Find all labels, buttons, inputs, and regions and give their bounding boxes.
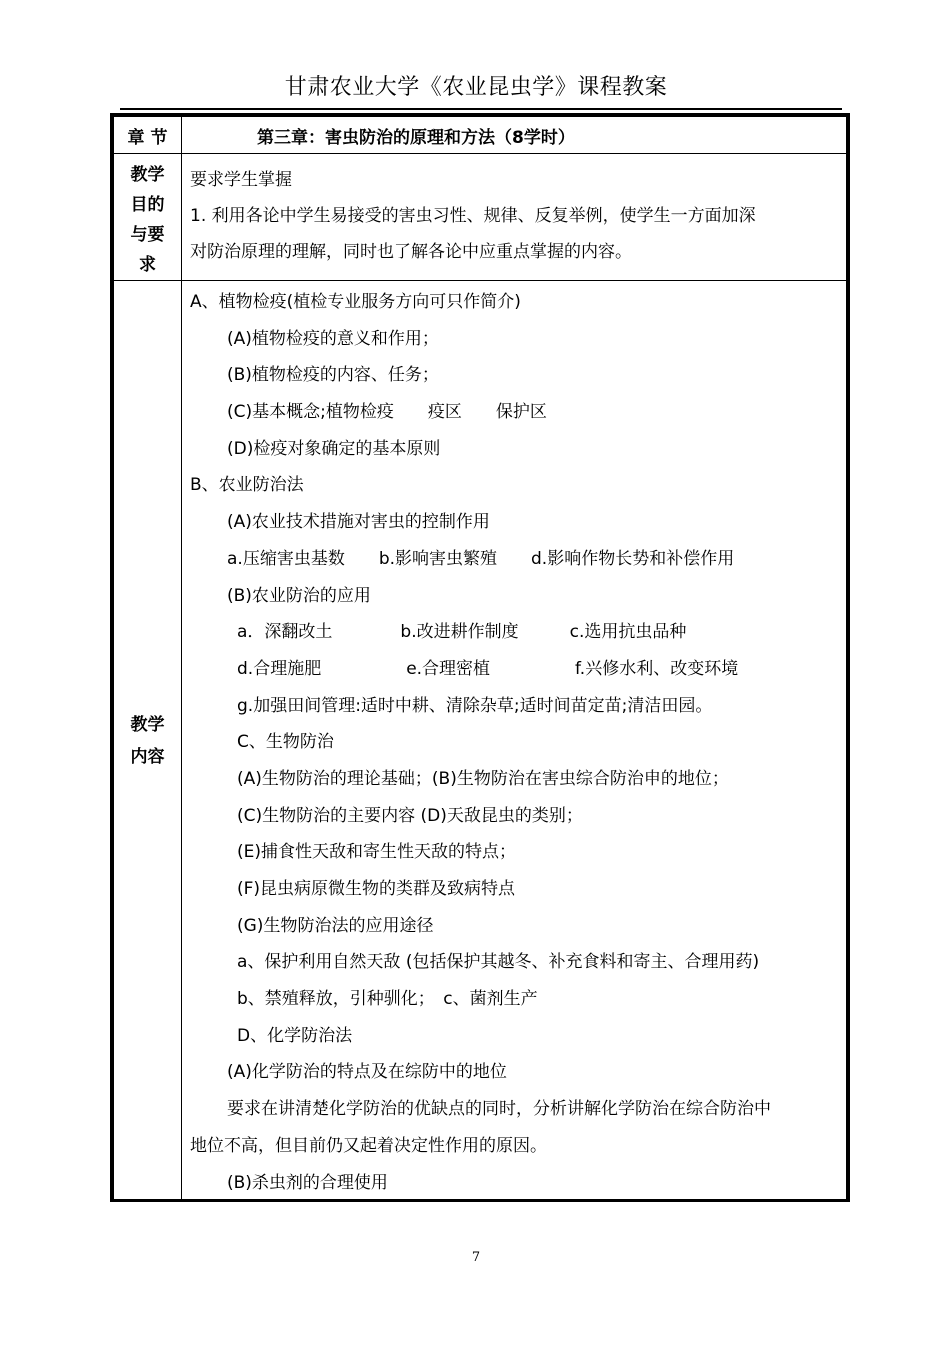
chapter-label: 章 节 (114, 117, 182, 154)
lesson-plan-table (110, 113, 850, 1202)
goal-label-line: 与要 (130, 225, 165, 245)
content-line: (B)杀虫剂的合理使用 (227, 1172, 388, 1193)
content-label (114, 281, 182, 1202)
chapter-row (114, 117, 847, 154)
content-line: (C)生物防治的主要内容 (D)天敌昆虫的类别； (237, 805, 583, 826)
content-label-line: 内容 (130, 747, 165, 768)
content-line: 地位不高，但目前仍又起着决定性作用的原因。 (190, 1135, 547, 1156)
goal-label-line: 目的 (130, 195, 165, 215)
content-line: (G)生物防治法的应用途径 (237, 915, 434, 936)
content-line: (A)生物防治的理论基础；(B)生物防治在害虫综合防治申的地位； (237, 768, 729, 789)
content-line: (B)植物检疫的内容、任务； (227, 365, 439, 386)
content-line: D、化学防治法 (237, 1025, 353, 1046)
header-rule (120, 108, 842, 110)
goal-label (114, 154, 182, 281)
goal-row (114, 154, 847, 281)
content-line: (B)农业防治的应用 (227, 585, 371, 606)
content-line: B、农业防治法 (190, 475, 304, 496)
chapter-title: 第三章：害虫防治的原理和方法（8学时） (182, 117, 847, 154)
goal-body (182, 154, 847, 281)
content-body (182, 281, 847, 1202)
content-line: (C)基本概念;植物检疫 疫区 保护区 (227, 402, 547, 423)
goal-line: 对防治原理的理解，同时也了解各论中应重点掌握的内容。 (190, 242, 632, 262)
content-line: (A)农业技术措施对害虫的控制作用 (227, 512, 490, 533)
content-line: (A)化学防治的特点及在综防中的地位 (227, 1062, 507, 1083)
content-line: a．深翻改土 b.改进耕作制度 c.选用抗虫品种 (237, 622, 687, 643)
content-line: a、保护利用自然天敌 (包括保护其越冬、补充食料和寄主、合理用药) (237, 952, 760, 973)
content-label-line: 教学 (130, 715, 165, 736)
content-line: (E)捕食性天敌和寄生性天敌的特点； (237, 842, 517, 863)
content-line: A、植物检疫(植检专业服务方向可只作简介) (190, 292, 521, 312)
content-line: a.压缩害虫基数 b.影响害虫繁殖 d.影响作物长势和补偿作用 (227, 548, 735, 569)
content-line: g.加强田间管理:适时中耕、清除杂草;适时间苗定苗;清洁田园。 (237, 695, 713, 716)
content-line: (D)检疫对象确定的基本原则 (227, 438, 441, 459)
content-row (114, 281, 847, 1202)
content-line: (F)昆虫病原微生物的类群及致病特点 (237, 879, 516, 899)
content-line: 要求在讲清楚化学防治的优缺点的同时，分析讲解化学防治在综合防治中 (227, 1099, 771, 1120)
goal-label-line: 教学 (130, 165, 165, 185)
content-line: C、生物防治 (237, 732, 334, 753)
content-line: b、禁殖释放，引种驯化； c、菌剂生产 (237, 989, 538, 1010)
goal-line: 要求学生掌握 (190, 170, 292, 190)
page-header-title: 甘肃农业大学《农业昆虫学》课程教案 (284, 75, 668, 100)
page-number: 7 (471, 1250, 481, 1265)
goal-label-line: 求 (139, 255, 156, 275)
goal-line: 1. 利用各论中学生易接受的害虫习性、规律、反复举例，使学生一方面加深 (190, 206, 756, 226)
content-line: (A)植物检疫的意义和作用； (227, 328, 439, 349)
content-line: d.合理施肥 e.合理密植 f.兴修水利、改变环境 (237, 658, 739, 679)
